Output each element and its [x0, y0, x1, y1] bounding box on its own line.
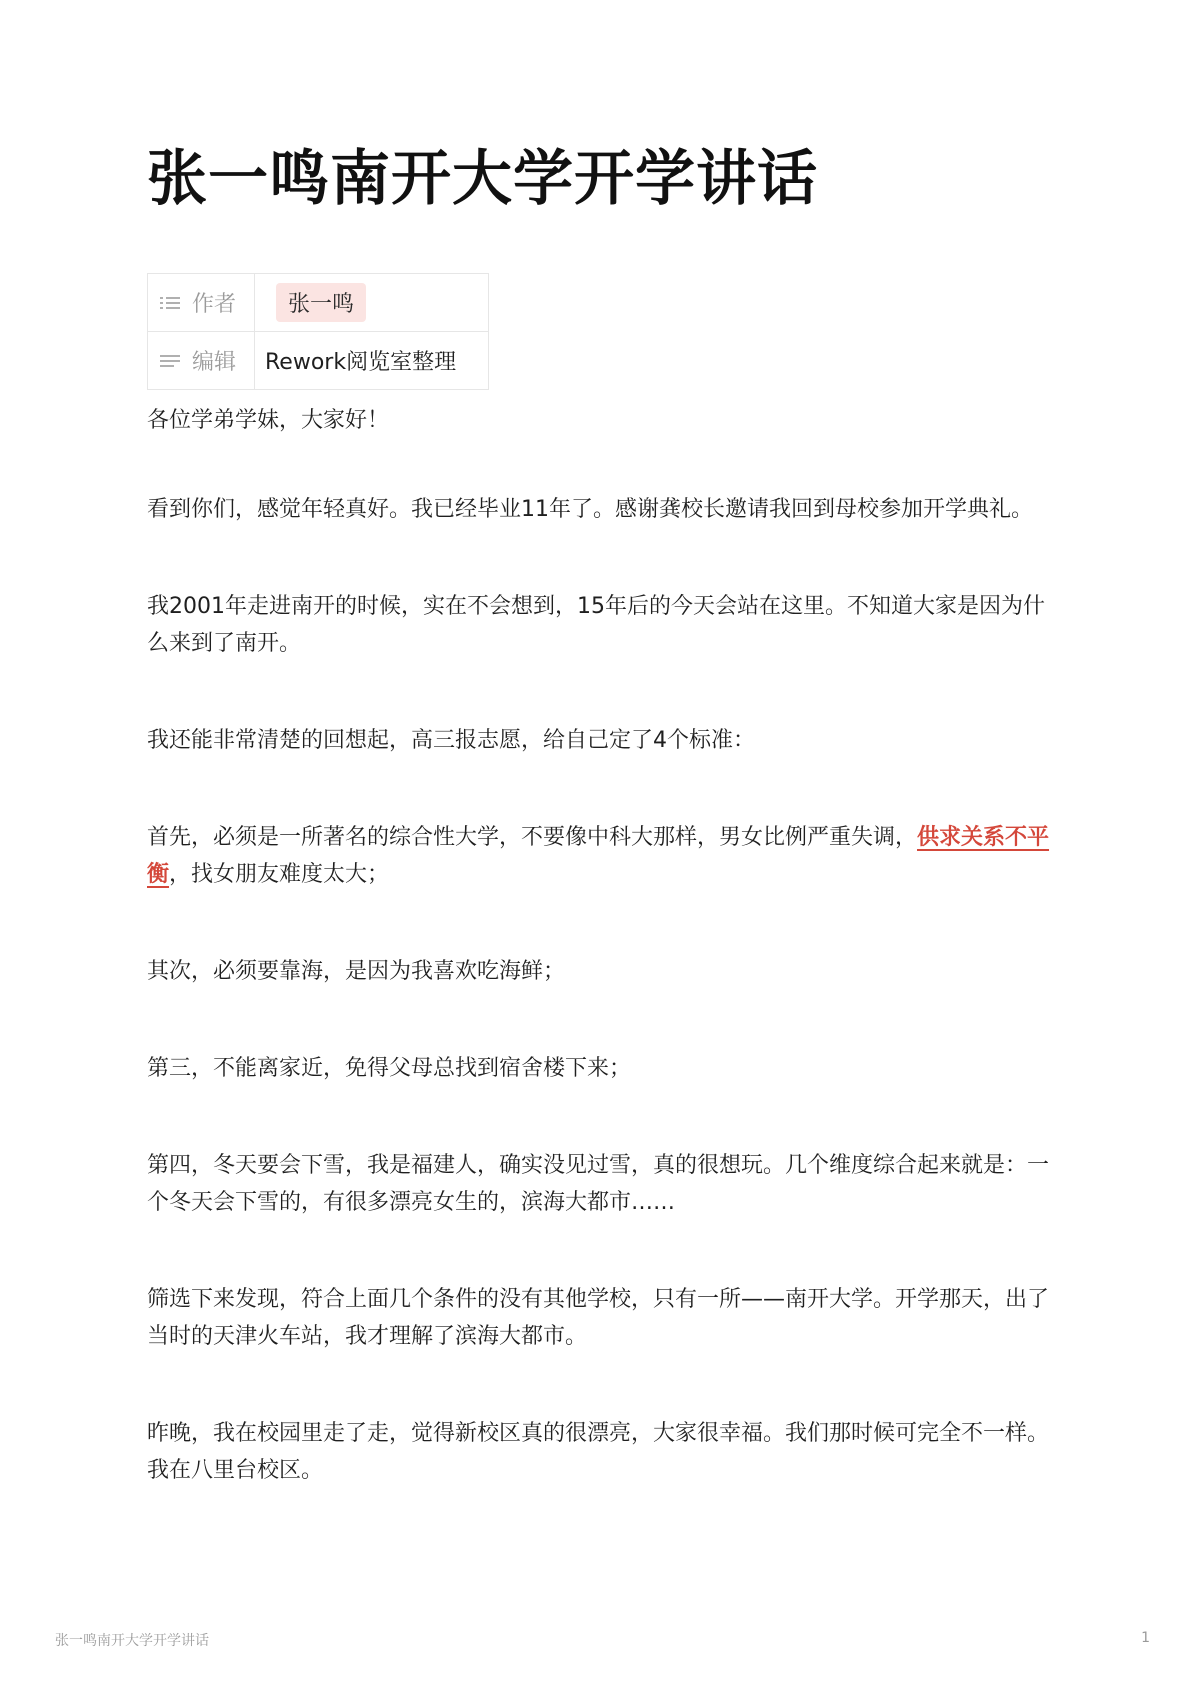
- paragraph-6: 其次，必须要靠海，是因为我喜欢吃海鲜；: [147, 959, 566, 984]
- property-key-cell: [148, 274, 255, 332]
- author-tag[interactable]: 张一鸣: [276, 283, 366, 322]
- paragraph-5-text-before: 首先，必须是一所著名的综合性大学，不要像中科大那样，男女比例严重失调，: [147, 825, 918, 850]
- paragraph-7: 第三，不能离家近，免得父母总找到宿舍楼下来；: [147, 1056, 632, 1081]
- footer-doc-title: 张一鸣南开大学开学讲话: [55, 1633, 209, 1649]
- paragraph-10: 昨晚，我在校园里走了走，觉得新校区真的很漂亮，大家很幸福。我们那时候可完全不一样。我在八里台校区。: [147, 1421, 1050, 1483]
- text-lines-icon: [160, 353, 180, 369]
- highlighted-phrase: 供求关系不平衡: [147, 825, 1050, 887]
- property-key-author: 作者: [192, 292, 237, 317]
- property-row-author: [148, 274, 489, 332]
- document-body: [147, 402, 1067, 1489]
- paragraph-9: 筛选下来发现，符合上面几个条件的没有其他学校，只有一所——南开大学。开学那天，出了当时的天津火车站，我才理解了滨海大都市。: [147, 1287, 1050, 1349]
- document-page: [147, 135, 1067, 1549]
- paragraph-3: 我2001年走进南开的时候，实在不会想到，15年后的今天会站在这里。不知道大家是因为什么来到了南开。: [147, 594, 1045, 656]
- page-title: 张一鸣南开大学开学讲话: [147, 144, 818, 214]
- list-icon: [160, 295, 180, 311]
- paragraph-greeting: 各位学弟学妹，大家好！: [147, 408, 390, 433]
- paragraph-2: 看到你们，感觉年轻真好。我已经毕业11年了。感谢龚校长邀请我回到母校参加开学典礼。: [147, 497, 1033, 522]
- properties-table: [147, 273, 489, 390]
- paragraph-8: 第四，冬天要会下雪，我是福建人，确实没见过雪，真的很想玩。几个维度综合起来就是：一个冬天会下雪的，有很多漂亮女生的，滨海大都市……: [147, 1153, 1050, 1215]
- property-row-editor: [148, 332, 489, 390]
- property-value-cell[interactable]: [255, 274, 489, 332]
- paragraph-5: [147, 819, 1057, 893]
- footer-page-number: 1: [1141, 1630, 1150, 1646]
- paragraph-4: 我还能非常清楚的回想起，高三报志愿，给自己定了4个标准：: [147, 728, 755, 753]
- property-value-editor[interactable]: Rework阅览室整理: [255, 332, 489, 390]
- paragraph-5-text-after: ，找女朋友难度太大；: [169, 862, 390, 887]
- property-key-cell: [148, 332, 255, 390]
- property-key-editor: 编辑: [192, 350, 237, 375]
